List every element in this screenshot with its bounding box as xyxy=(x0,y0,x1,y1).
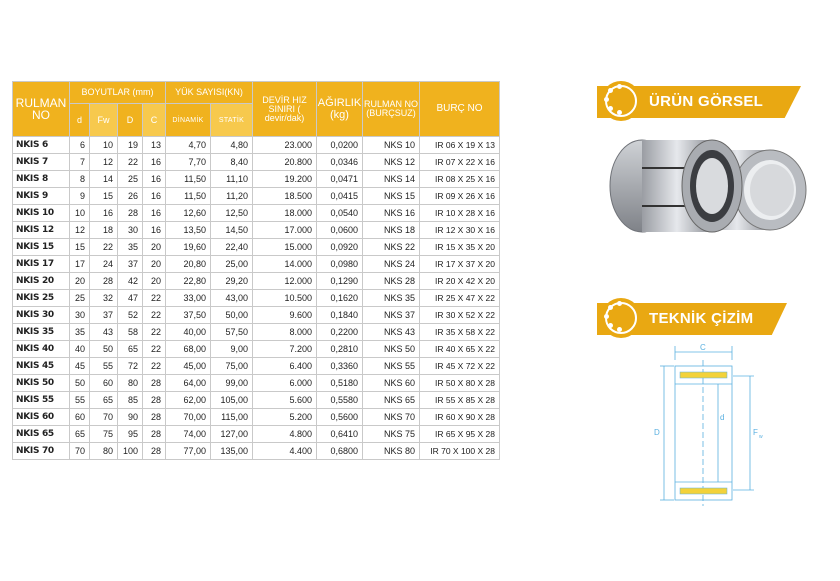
cell-burc-no: IR 17 X 37 X 20 xyxy=(420,256,500,273)
header-agirlik: AĞIRLIK (kg) xyxy=(317,82,363,137)
table-row xyxy=(13,409,500,426)
cell-fw: 75 xyxy=(90,426,118,443)
cell-rulman-burcsuz: NKS 43 xyxy=(363,324,420,341)
cell-d: 70 xyxy=(70,443,90,460)
cell-burc-no: IR 08 X 25 X 16 xyxy=(420,171,500,188)
cell-burc-no: IR 35 X 58 X 22 xyxy=(420,324,500,341)
table-row xyxy=(13,273,500,290)
cell-agirlik: 0,5600 xyxy=(317,409,363,426)
cell-dinamik: 77,00 xyxy=(166,443,211,460)
cell-devir-hiz: 18.500 xyxy=(253,188,317,205)
cell-agirlik: 0,0415 xyxy=(317,188,363,205)
cell-fw: 37 xyxy=(90,307,118,324)
cell-agirlik: 0,6410 xyxy=(317,426,363,443)
cell-fw: 28 xyxy=(90,273,118,290)
cell-rulman-burcsuz: NKS 24 xyxy=(363,256,420,273)
cell-devir-hiz: 9.600 xyxy=(253,307,317,324)
cell-devir-hiz: 12.000 xyxy=(253,273,317,290)
cell-model: NKIS 20 xyxy=(13,273,70,290)
cell-outer-d: 28 xyxy=(118,205,143,222)
cell-fw: 65 xyxy=(90,392,118,409)
cell-outer-d: 85 xyxy=(118,392,143,409)
cell-burc-no: IR 09 X 26 X 16 xyxy=(420,188,500,205)
cell-devir-hiz: 6.400 xyxy=(253,358,317,375)
cell-width-c: 28 xyxy=(143,392,166,409)
cell-fw: 24 xyxy=(90,256,118,273)
cell-rulman-burcsuz: NKS 18 xyxy=(363,222,420,239)
cell-burc-no: IR 07 X 22 X 16 xyxy=(420,154,500,171)
cell-outer-d: 47 xyxy=(118,290,143,307)
cell-fw: 15 xyxy=(90,188,118,205)
cell-outer-d: 37 xyxy=(118,256,143,273)
table-row xyxy=(13,290,500,307)
cell-fw: 18 xyxy=(90,222,118,239)
cell-outer-d: 35 xyxy=(118,239,143,256)
cell-burc-no: IR 12 X 30 X 16 xyxy=(420,222,500,239)
table-row xyxy=(13,358,500,375)
cell-rulman-burcsuz: NKS 15 xyxy=(363,188,420,205)
cell-statik: 57,50 xyxy=(211,324,253,341)
cell-dinamik: 22,80 xyxy=(166,273,211,290)
product-image-title: ÜRÜN GÖRSEL xyxy=(649,93,764,110)
needle-bearing-icon xyxy=(610,140,742,232)
cell-d: 17 xyxy=(70,256,90,273)
header-dinamik: DİNAMİK xyxy=(166,104,211,137)
cell-d: 30 xyxy=(70,307,90,324)
cell-devir-hiz: 19.200 xyxy=(253,171,317,188)
cell-burc-no: IR 70 X 100 X 28 xyxy=(420,443,500,460)
cell-statik: 99,00 xyxy=(211,375,253,392)
cell-statik: 14,50 xyxy=(211,222,253,239)
cell-devir-hiz: 18.000 xyxy=(253,205,317,222)
cell-dinamik: 20,80 xyxy=(166,256,211,273)
cell-devir-hiz: 4.800 xyxy=(253,426,317,443)
cell-width-c: 22 xyxy=(143,307,166,324)
cell-fw: 70 xyxy=(90,409,118,426)
cell-agirlik: 0,1290 xyxy=(317,273,363,290)
cell-devir-hiz: 17.000 xyxy=(253,222,317,239)
cell-agirlik: 0,6800 xyxy=(317,443,363,460)
cell-rulman-burcsuz: NKS 65 xyxy=(363,392,420,409)
technical-drawing-title: TEKNİK ÇİZİM xyxy=(649,310,754,327)
table-row xyxy=(13,154,500,171)
cell-devir-hiz: 8.000 xyxy=(253,324,317,341)
cell-d: 20 xyxy=(70,273,90,290)
bearing-logo-icon xyxy=(601,81,641,121)
cell-fw: 14 xyxy=(90,171,118,188)
cell-burc-no: IR 10 X 28 X 16 xyxy=(420,205,500,222)
cell-burc-no: IR 06 X 19 X 13 xyxy=(420,137,500,154)
technical-drawing-ribbon xyxy=(597,303,787,335)
header-rulman-no: RULMAN NO xyxy=(13,82,70,137)
cell-width-c: 22 xyxy=(143,290,166,307)
drawing-label-outer-d: D xyxy=(654,428,660,437)
cell-model: NKIS 7 xyxy=(13,154,70,171)
drawing-label-w: w xyxy=(759,434,763,440)
header-boyutlar: BOYUTLAR (mm) xyxy=(70,82,166,104)
cell-statik: 105,00 xyxy=(211,392,253,409)
cell-outer-d: 100 xyxy=(118,443,143,460)
cell-dinamik: 12,60 xyxy=(166,205,211,222)
cell-burc-no: IR 50 X 80 X 28 xyxy=(420,375,500,392)
product-image xyxy=(600,128,810,238)
cell-model: NKIS 15 xyxy=(13,239,70,256)
cell-outer-d: 90 xyxy=(118,409,143,426)
cell-statik: 4,80 xyxy=(211,137,253,154)
drawing-label-inner-d: d xyxy=(720,413,725,422)
cell-devir-hiz: 5.200 xyxy=(253,409,317,426)
cell-fw: 50 xyxy=(90,341,118,358)
cell-agirlik: 0,5180 xyxy=(317,375,363,392)
cell-dinamik: 11,50 xyxy=(166,188,211,205)
cell-outer-d: 80 xyxy=(118,375,143,392)
cell-d: 10 xyxy=(70,205,90,222)
cell-rulman-burcsuz: NKS 75 xyxy=(363,426,420,443)
cell-width-c: 20 xyxy=(143,239,166,256)
table-row xyxy=(13,171,500,188)
cell-dinamik: 40,00 xyxy=(166,324,211,341)
cell-dinamik: 68,00 xyxy=(166,341,211,358)
cell-devir-hiz: 6.000 xyxy=(253,375,317,392)
cell-devir-hiz: 5.600 xyxy=(253,392,317,409)
cell-agirlik: 0,5580 xyxy=(317,392,363,409)
cell-model: NKIS 35 xyxy=(13,324,70,341)
cell-dinamik: 45,00 xyxy=(166,358,211,375)
cell-outer-d: 58 xyxy=(118,324,143,341)
cell-agirlik: 0,2200 xyxy=(317,324,363,341)
cell-d: 60 xyxy=(70,409,90,426)
cell-fw: 16 xyxy=(90,205,118,222)
cell-devir-hiz: 4.400 xyxy=(253,443,317,460)
cell-outer-d: 30 xyxy=(118,222,143,239)
cell-rulman-burcsuz: NKS 16 xyxy=(363,205,420,222)
cell-fw: 10 xyxy=(90,137,118,154)
cell-model: NKIS 8 xyxy=(13,171,70,188)
cell-dinamik: 11,50 xyxy=(166,171,211,188)
cell-rulman-burcsuz: NKS 50 xyxy=(363,341,420,358)
cell-width-c: 16 xyxy=(143,188,166,205)
cell-statik: 115,00 xyxy=(211,409,253,426)
cell-statik: 75,00 xyxy=(211,358,253,375)
cell-outer-d: 22 xyxy=(118,154,143,171)
cell-model: NKIS 65 xyxy=(13,426,70,443)
cell-agirlik: 0,1840 xyxy=(317,307,363,324)
cell-width-c: 28 xyxy=(143,443,166,460)
cell-d: 15 xyxy=(70,239,90,256)
cell-burc-no: IR 25 X 47 X 22 xyxy=(420,290,500,307)
cell-burc-no: IR 60 X 90 X 28 xyxy=(420,409,500,426)
cell-d: 8 xyxy=(70,171,90,188)
cell-fw: 32 xyxy=(90,290,118,307)
cell-burc-no: IR 20 X 42 X 20 xyxy=(420,273,500,290)
header-statik: STATİK xyxy=(211,104,253,137)
cell-d: 25 xyxy=(70,290,90,307)
table-row xyxy=(13,392,500,409)
cell-width-c: 28 xyxy=(143,409,166,426)
bearing-logo-icon-2 xyxy=(601,298,641,338)
cell-rulman-burcsuz: NKS 60 xyxy=(363,375,420,392)
cell-statik: 135,00 xyxy=(211,443,253,460)
cell-rulman-burcsuz: NKS 12 xyxy=(363,154,420,171)
cell-burc-no: IR 40 X 65 X 22 xyxy=(420,341,500,358)
cell-width-c: 28 xyxy=(143,375,166,392)
cell-agirlik: 0,3360 xyxy=(317,358,363,375)
table-row xyxy=(13,341,500,358)
cell-dinamik: 62,00 xyxy=(166,392,211,409)
cell-agirlik: 0,0980 xyxy=(317,256,363,273)
table-row xyxy=(13,239,500,256)
cell-d: 35 xyxy=(70,324,90,341)
product-image-ribbon xyxy=(597,86,801,118)
cell-burc-no: IR 15 X 35 X 20 xyxy=(420,239,500,256)
cell-agirlik: 0,0200 xyxy=(317,137,363,154)
cell-dinamik: 13,50 xyxy=(166,222,211,239)
cell-model: NKIS 55 xyxy=(13,392,70,409)
cell-fw: 80 xyxy=(90,443,118,460)
cell-statik: 50,00 xyxy=(211,307,253,324)
table-row xyxy=(13,375,500,392)
cell-width-c: 16 xyxy=(143,171,166,188)
cell-model: NKIS 9 xyxy=(13,188,70,205)
cell-d: 9 xyxy=(70,188,90,205)
header-yuk-sayisi: YÜK SAYISI(KN) xyxy=(166,82,253,104)
cell-rulman-burcsuz: NKS 35 xyxy=(363,290,420,307)
cell-dinamik: 64,00 xyxy=(166,375,211,392)
cell-devir-hiz: 14.000 xyxy=(253,256,317,273)
table-row xyxy=(13,188,500,205)
cell-statik: 29,20 xyxy=(211,273,253,290)
header-fw: Fw xyxy=(90,104,118,137)
cell-model: NKIS 45 xyxy=(13,358,70,375)
cell-model: NKIS 10 xyxy=(13,205,70,222)
cell-width-c: 28 xyxy=(143,426,166,443)
cell-dinamik: 70,00 xyxy=(166,409,211,426)
cell-width-c: 16 xyxy=(143,154,166,171)
cell-model: NKIS 17 xyxy=(13,256,70,273)
cell-outer-d: 95 xyxy=(118,426,143,443)
drawing-label-c: C xyxy=(700,343,706,352)
cell-dinamik: 37,50 xyxy=(166,307,211,324)
header-d: d xyxy=(70,104,90,137)
cell-d: 55 xyxy=(70,392,90,409)
cell-outer-d: 19 xyxy=(118,137,143,154)
cell-agirlik: 0,0920 xyxy=(317,239,363,256)
cell-statik: 9,00 xyxy=(211,341,253,358)
cell-outer-d: 72 xyxy=(118,358,143,375)
cell-statik: 22,40 xyxy=(211,239,253,256)
cell-burc-no: IR 30 X 52 X 22 xyxy=(420,307,500,324)
cell-d: 45 xyxy=(70,358,90,375)
cell-rulman-burcsuz: NKS 28 xyxy=(363,273,420,290)
table-row xyxy=(13,307,500,324)
cell-dinamik: 4,70 xyxy=(166,137,211,154)
table-row xyxy=(13,137,500,154)
cell-statik: 12,50 xyxy=(211,205,253,222)
cell-rulman-burcsuz: NKS 80 xyxy=(363,443,420,460)
cell-d: 12 xyxy=(70,222,90,239)
cell-dinamik: 7,70 xyxy=(166,154,211,171)
cell-model: NKIS 25 xyxy=(13,290,70,307)
cell-d: 65 xyxy=(70,426,90,443)
cell-d: 40 xyxy=(70,341,90,358)
cell-d: 6 xyxy=(70,137,90,154)
table-row xyxy=(13,222,500,239)
drawing-label-f: F xyxy=(753,428,758,437)
cell-fw: 55 xyxy=(90,358,118,375)
cell-agirlik: 0,0471 xyxy=(317,171,363,188)
cell-outer-d: 26 xyxy=(118,188,143,205)
cell-model: NKIS 6 xyxy=(13,137,70,154)
cell-burc-no: IR 45 X 72 X 22 xyxy=(420,358,500,375)
cell-burc-no: IR 65 X 95 X 28 xyxy=(420,426,500,443)
cell-devir-hiz: 20.800 xyxy=(253,154,317,171)
table-row xyxy=(13,205,500,222)
cell-width-c: 20 xyxy=(143,256,166,273)
table-row xyxy=(13,443,500,460)
cell-agirlik: 0,1620 xyxy=(317,290,363,307)
table-row xyxy=(13,256,500,273)
cell-statik: 11,20 xyxy=(211,188,253,205)
cell-width-c: 22 xyxy=(143,358,166,375)
cell-width-c: 22 xyxy=(143,341,166,358)
cell-model: NKIS 50 xyxy=(13,375,70,392)
cell-rulman-burcsuz: NKS 55 xyxy=(363,358,420,375)
technical-drawing xyxy=(650,340,770,515)
cell-devir-hiz: 23.000 xyxy=(253,137,317,154)
header-D: D xyxy=(118,104,143,137)
table-row xyxy=(13,426,500,443)
cell-outer-d: 52 xyxy=(118,307,143,324)
cell-fw: 60 xyxy=(90,375,118,392)
cell-agirlik: 0,0540 xyxy=(317,205,363,222)
cell-model: NKIS 70 xyxy=(13,443,70,460)
cell-dinamik: 33,00 xyxy=(166,290,211,307)
cell-model: NKIS 60 xyxy=(13,409,70,426)
cell-model: NKIS 40 xyxy=(13,341,70,358)
cell-model: NKIS 12 xyxy=(13,222,70,239)
header-rulman-no-burcsuz: RULMAN NO (BURÇSUZ) xyxy=(363,82,420,137)
cell-rulman-burcsuz: NKS 14 xyxy=(363,171,420,188)
cell-agirlik: 0,2810 xyxy=(317,341,363,358)
cell-agirlik: 0,0600 xyxy=(317,222,363,239)
cell-outer-d: 25 xyxy=(118,171,143,188)
cell-dinamik: 19,60 xyxy=(166,239,211,256)
cell-statik: 11,10 xyxy=(211,171,253,188)
cell-statik: 25,00 xyxy=(211,256,253,273)
cell-rulman-burcsuz: NKS 37 xyxy=(363,307,420,324)
cell-rulman-burcsuz: NKS 10 xyxy=(363,137,420,154)
cell-fw: 43 xyxy=(90,324,118,341)
cell-fw: 22 xyxy=(90,239,118,256)
cell-dinamik: 74,00 xyxy=(166,426,211,443)
cell-rulman-burcsuz: NKS 22 xyxy=(363,239,420,256)
cell-rulman-burcsuz: NKS 70 xyxy=(363,409,420,426)
cell-statik: 43,00 xyxy=(211,290,253,307)
cell-devir-hiz: 10.500 xyxy=(253,290,317,307)
cell-d: 7 xyxy=(70,154,90,171)
spec-table-body xyxy=(13,137,500,460)
header-burc-no: BURÇ NO xyxy=(420,82,500,137)
cell-statik: 127,00 xyxy=(211,426,253,443)
header-C: C xyxy=(143,104,166,137)
cell-d: 50 xyxy=(70,375,90,392)
cell-devir-hiz: 15.000 xyxy=(253,239,317,256)
cell-model: NKIS 30 xyxy=(13,307,70,324)
cell-width-c: 16 xyxy=(143,205,166,222)
header-devir-hiz: DEVİR HIZ SINIRI ( devir/dak) xyxy=(253,82,317,137)
cell-devir-hiz: 7.200 xyxy=(253,341,317,358)
cell-width-c: 16 xyxy=(143,222,166,239)
table-row xyxy=(13,324,500,341)
cell-outer-d: 42 xyxy=(118,273,143,290)
cell-width-c: 13 xyxy=(143,137,166,154)
cell-agirlik: 0,0346 xyxy=(317,154,363,171)
cell-outer-d: 65 xyxy=(118,341,143,358)
cell-statik: 8,40 xyxy=(211,154,253,171)
cell-width-c: 20 xyxy=(143,273,166,290)
cell-burc-no: IR 55 X 85 X 28 xyxy=(420,392,500,409)
cell-width-c: 22 xyxy=(143,324,166,341)
cell-fw: 12 xyxy=(90,154,118,171)
spec-table xyxy=(12,81,500,460)
